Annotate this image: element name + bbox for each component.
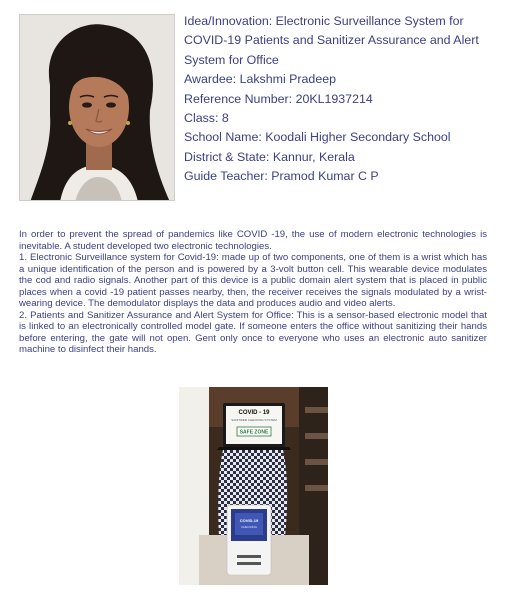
awardee-name: Awardee: Lakshmi Pradeep: [184, 72, 336, 87]
idea-line-2: COVID-19 Patients and Sanitizer Assurance and Alert: [184, 33, 479, 48]
screen-safe-zone: SAFE ZONE: [239, 429, 269, 436]
guide-teacher: Guide Teacher: Pramod Kumar C P: [184, 169, 379, 184]
machine-label: COVID-19: [239, 518, 259, 523]
portrait-illustration: [20, 15, 175, 201]
idea-line-3: System for Office: [184, 52, 279, 67]
project-photo-illustration: [179, 387, 328, 585]
class: Class: 8: [184, 111, 229, 126]
description-intro: In order to prevent the spread of pandemics like COVID -19, the use of modern electronic technologies is inevitable. A student developed two electronic technologies.: [19, 229, 487, 252]
awardee-portrait: [19, 14, 175, 201]
idea-line-1: Idea/Innovation: Electronic Surveillance System for: [184, 14, 464, 28]
machine-sublabel: CHECKING: [241, 525, 257, 529]
school-name: School Name: Koodali Higher Secondary School: [184, 130, 451, 145]
description-point-2: 2. Patients and Sanitizer Assurance and Alert System for Office: This is a sensor-based electronic model that is linked to an electronically controlled model gate. If someone enters the office without sanitizing their hands before entering, the gate will not open. Gent only once to everyone who uses an electronic auto sanitizer machine to disinfect their hands.: [19, 309, 487, 355]
description: [19, 229, 487, 356]
district-state: District & State: Kannur, Kerala: [184, 149, 355, 164]
reference-number: Reference Number: 20KL1937214: [184, 91, 373, 106]
screen-subtitle: SANITIZER CHECKING SYSTEM: [231, 418, 277, 422]
project-photo: [179, 387, 328, 585]
description-point-1: 1. Electronic Surveillance system for Covid-19: made up of two components, one of them is a wrist which has a unique identification of the person and is powered by a 3-volt button cell. This wearable device modulates the cod and radio signals. Another part of this device is a public domain alert system that is placed in public places when a covid -19 patient passes nearby, then, the receiver receives the signals modulated by a wrist-wearing device. The demodulator displays the data and produces audio and video alerts.: [19, 252, 487, 309]
awardee-info: [184, 12, 494, 187]
screen-title: COVID - 19: [238, 410, 270, 416]
